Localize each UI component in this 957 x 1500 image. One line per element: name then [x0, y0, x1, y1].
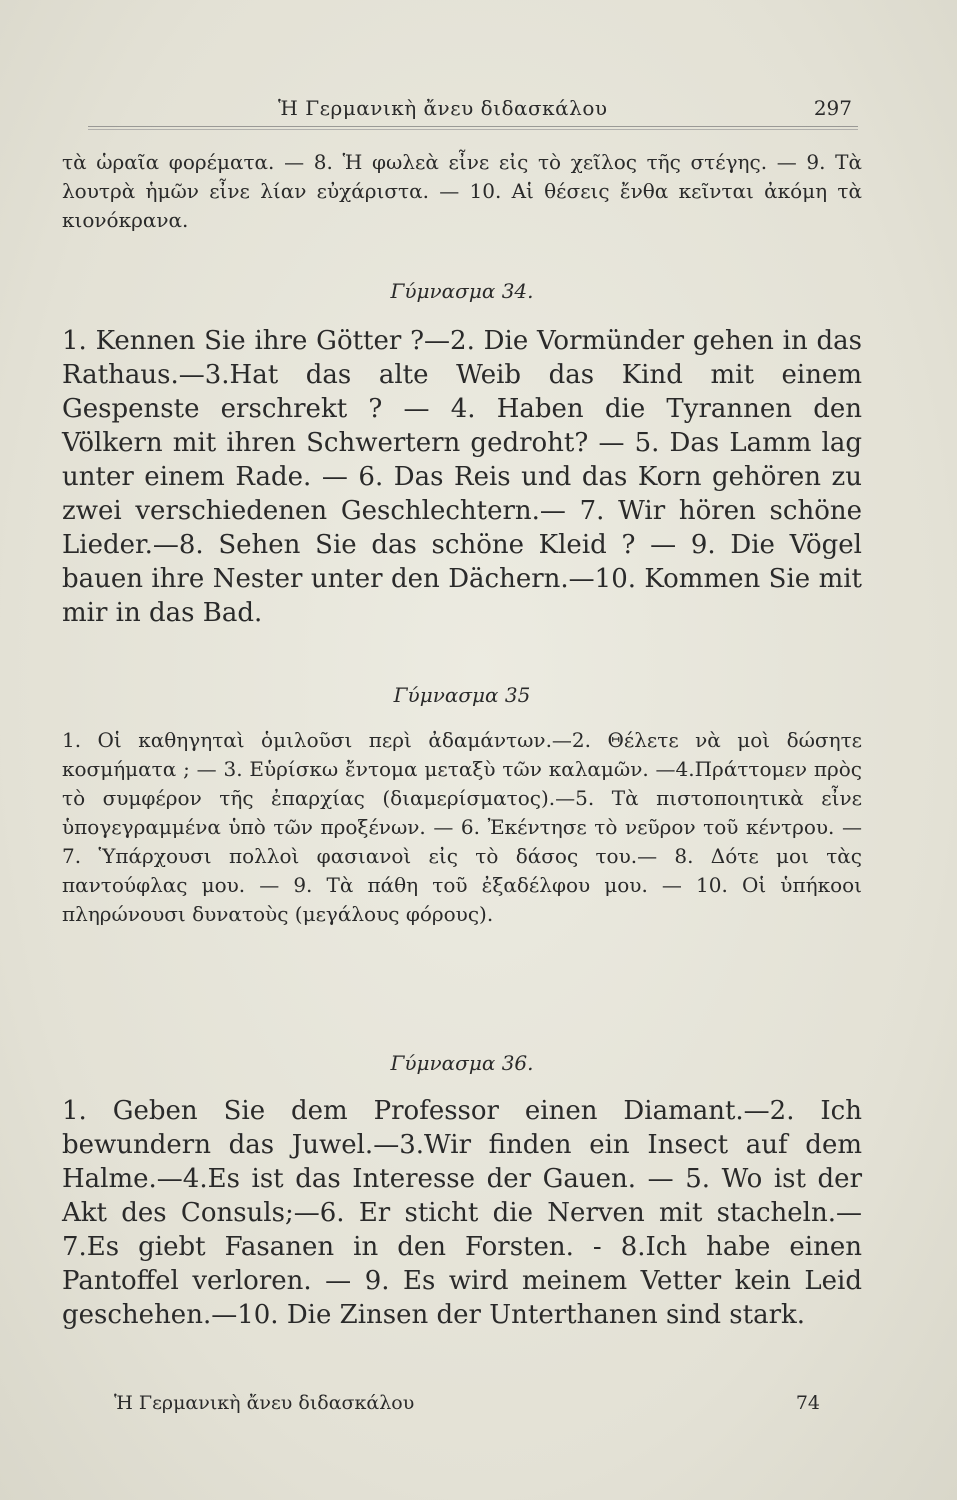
footer-title: Ἡ Γερμανικὴ ἄνευ διδασκάλου [114, 1392, 415, 1414]
signature-mark: 74 [795, 1392, 820, 1414]
exercise-36-heading: Γύμνασμα 36. [390, 1051, 534, 1075]
exercise-34-text: 1. Kennen Sie ihre Götter ?—2. Die Vormünder gehen in das Rathaus.—3.Hat das alte Weib das Kind mit einem Gespenste erschrekt ? — 4. Haben die Tyrannen den Völkern mit ihren Schwertern gedroht? — 5. Das Lamm lag unter einem Rade. — 6. Das Reis und das Korn gehören zu zwei verschiedenen Geschlechtern.— 7. Wir hören schöne Lieder.—8. Sehen Sie das schöne Kleid ? — 9. Die Vögel bauen ihre Nester unter den Dächern.—10. Kommen Sie mit mir in das Bad. [62, 326, 862, 628]
exercise-35-heading: Γύμνασμα 35 [393, 683, 531, 707]
exercise-36-text: 1. Geben Sie dem Professor einen Diamant.—2. Ich bewundern das Juwel.—3.Wir finden ein Insect auf dem Halme.—4.Es ist das Interesse der Gauen. — 5. Wo ist der Akt des Consuls;—6. Er sticht die Nerven mit stacheln.—7.Es giebt Fasanen in den Forsten. - 8.Ich habe einen Pantoffel verloren. — 9. Es wird meinem Vetter kein Leid geschehen.—10. Die Zinsen der Unterthanen sind stark. [62, 1096, 862, 1330]
header-rule [88, 126, 858, 130]
page-number: 297 [813, 96, 852, 120]
running-title: Ἡ Γερμανικὴ ἄνευ διδασκάλου [278, 96, 608, 120]
page-header [88, 92, 858, 122]
intro-paragraph: τὰ ὡραῖα φορέματα. — 8. Ἡ φωλεὰ εἶνε εἰς τὸ χεῖλος τῆς στέγης. — 9. Τὰ λουτρὰ ἡμῶν εἶνε λίαν εὐχάριστα. — 10. Αἱ θέσεις ἔνθα κεῖνται ἀκόμη τὰ κιονόκρανα. [62, 150, 862, 232]
page-footer [110, 1392, 830, 1422]
exercise-35-text: 1. Οἱ καθηγηταὶ ὁμιλοῦσι περὶ ἀδαμάντων.—2. Θέλετε νὰ μοὶ δώσητε κοσμήματα ; — 3. Εὑρίσκω ἔντομα μεταξὺ τῶν καλαμῶν. —4.Πράττομεν πρὸς τὸ συμφέρον τῆς ἐπαρχίας (διαμερίσματος).—5. Τὰ πιστοποιητικὰ εἶνε ὑπογεγραμμένα ὑπὸ τῶν προξένων. — 6. Ἐκέντησε τὸ νεῦρον τοῦ κέντρου. — 7. Ὑπάρχουσι πολλοὶ φασιανοὶ εἰς τὸ δάσος του.— 8. Δότε μοι τὰς παντούφλας μου. — 9. Τὰ πάθη τοῦ ἐξαδέλφου μου. — 10. Οἱ ὑπήκοοι πληρώνουσι δυνατοὺς (μεγάλους φόρους). [62, 728, 862, 926]
exercise-34-heading: Γύμνασμα 34. [390, 279, 534, 303]
